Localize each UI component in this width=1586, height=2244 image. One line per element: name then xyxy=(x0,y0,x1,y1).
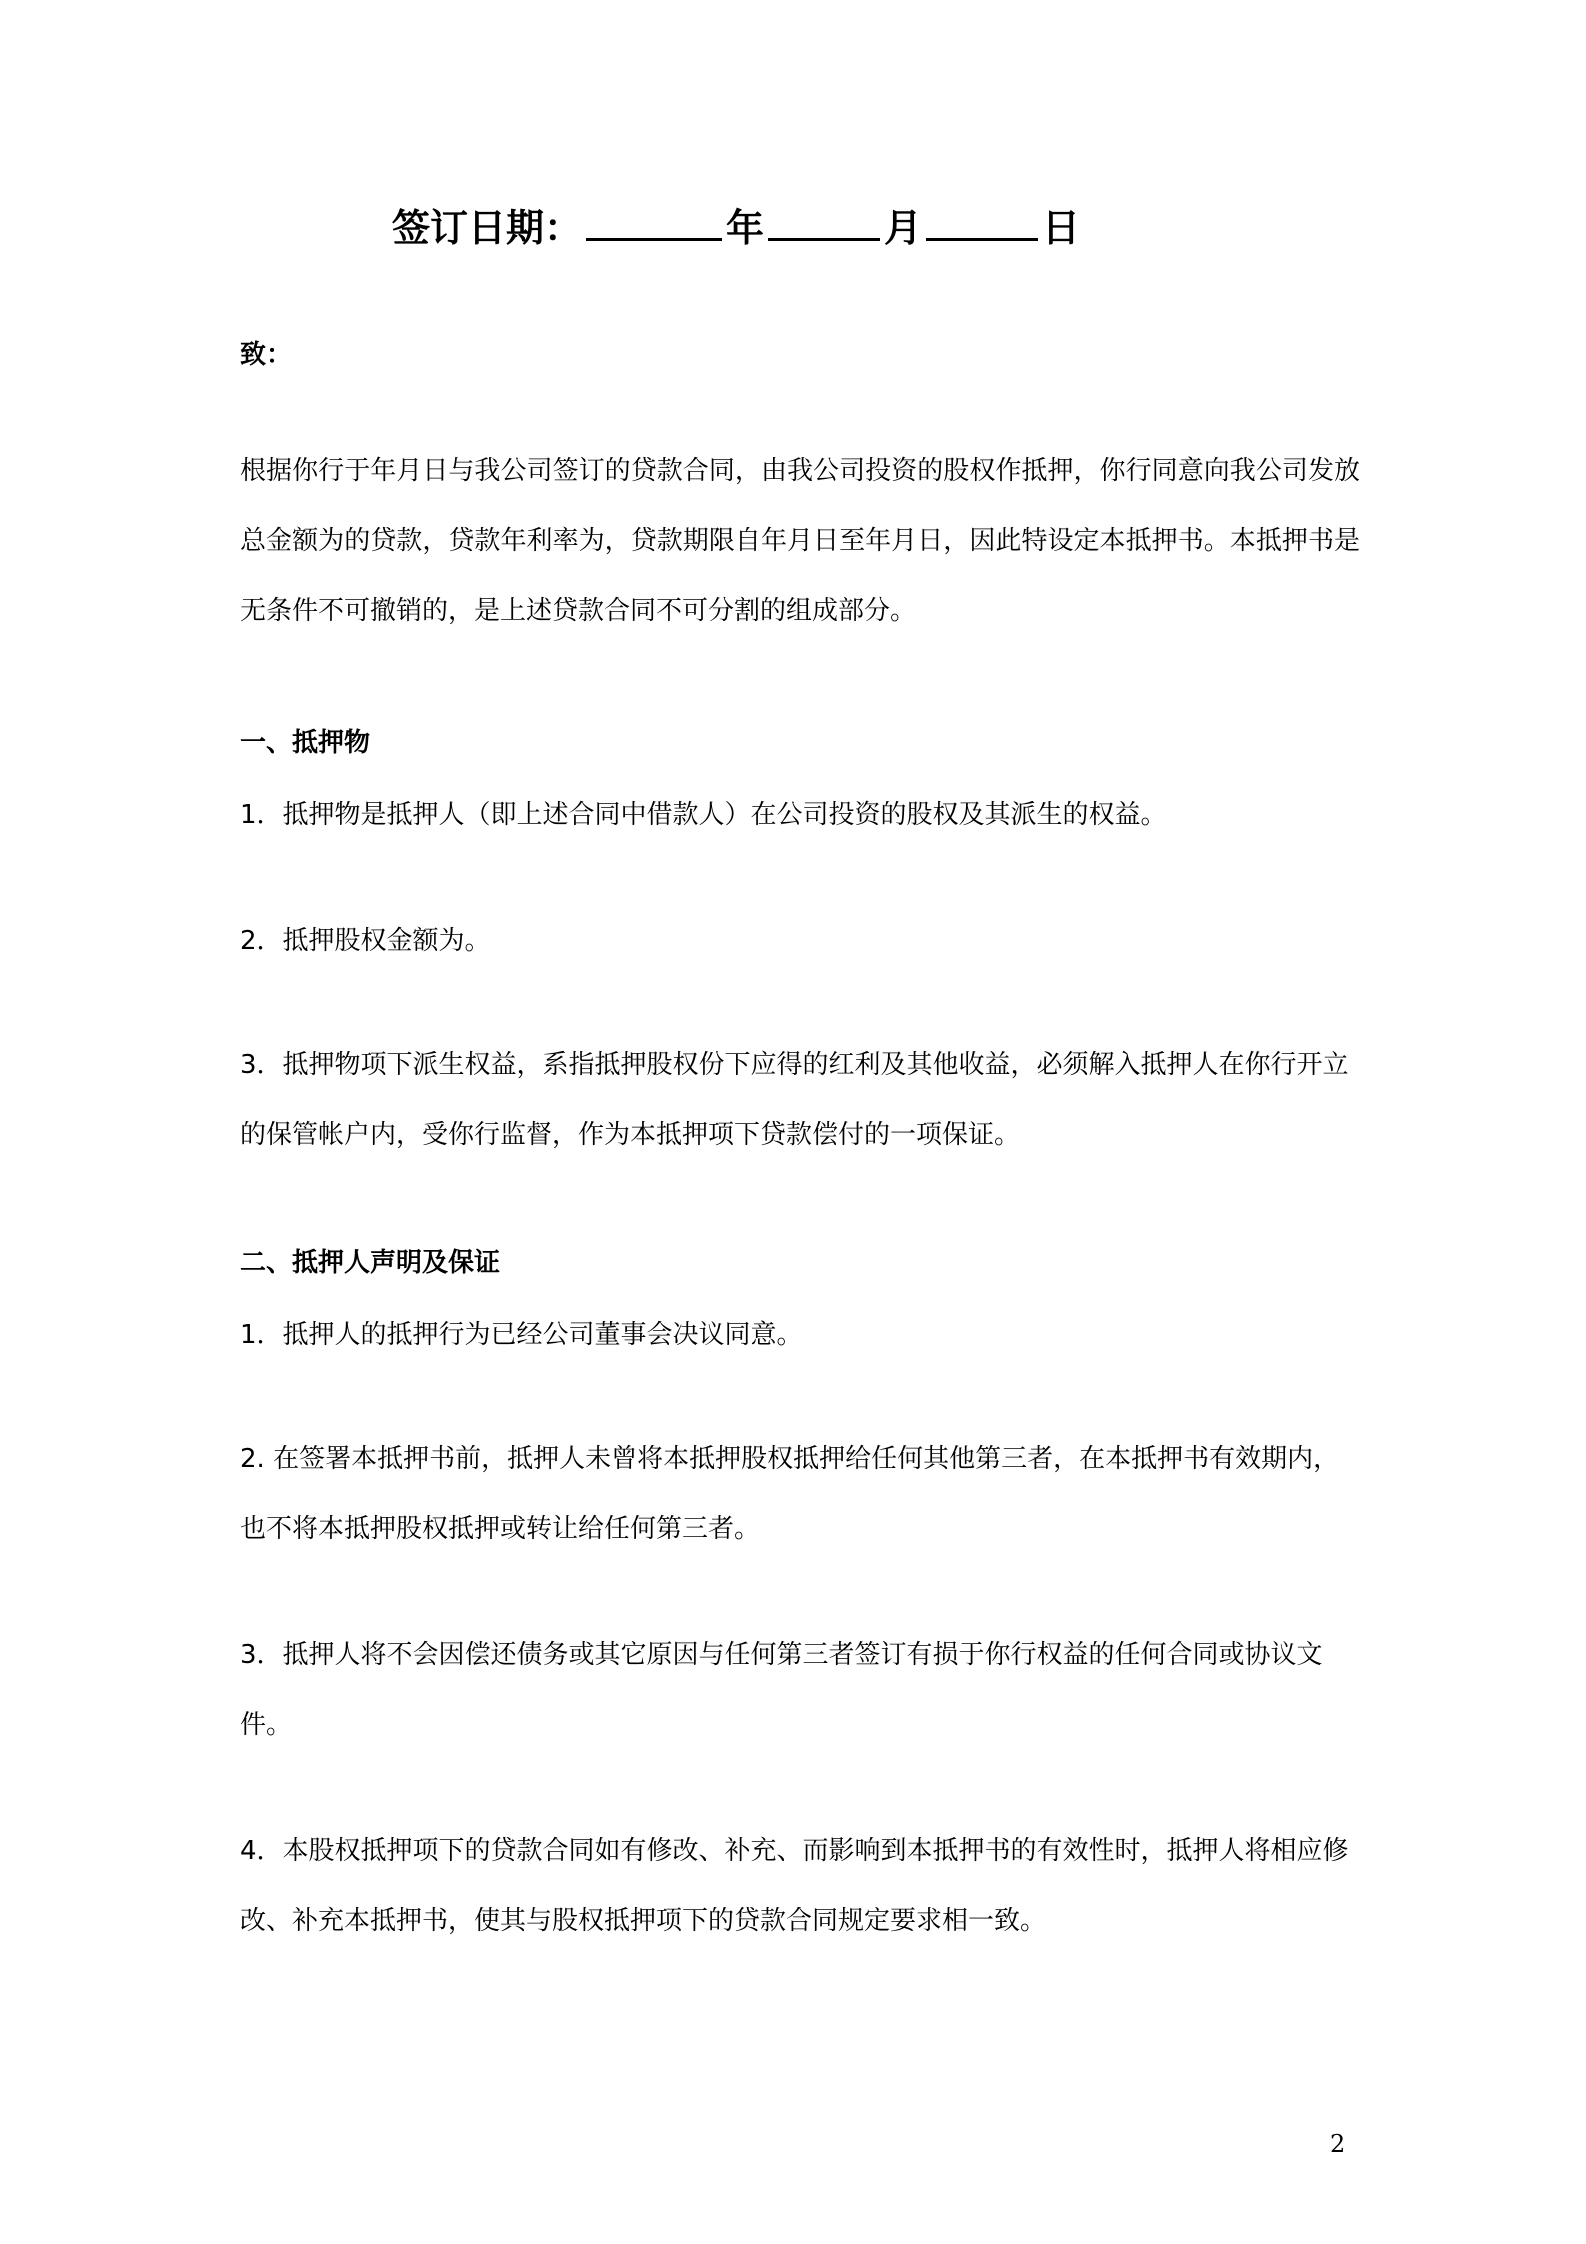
salutation: 致： xyxy=(240,340,293,370)
section-heading-collateral: 一、抵押物 xyxy=(240,728,371,758)
collateral-item-2: 2．抵押股权金额为。 xyxy=(240,926,491,956)
signing-date-label: 签订日期： xyxy=(392,206,583,250)
declaration-item-4: 4．本股权抵押项下的贷款合同如有修改、补充、而影响到本抵押书的有效性时，抵押人将相应修改、补充本抵押书，使其与股权抵押项下的贷款合同规定要求相一致。 xyxy=(240,1836,1349,1936)
declaration-item-2: 2. 在签署本抵押书前，抵押人未曾将本抵押股权抵押给任何其他第三者，在本抵押书有效期内，也不将本抵押股权抵押或转让给任何第三者。 xyxy=(240,1444,1340,1544)
declaration-item-3: 3．抵押人将不会因偿还债务或其它原因与任何第三者签订有损于你行权益的任何合同或协议文件。 xyxy=(240,1640,1323,1740)
day-label: 日 xyxy=(1042,206,1081,250)
section-heading-declarations: 二、抵押人声明及保证 xyxy=(240,1248,501,1278)
intro-paragraph: 根据你行于年月日与我公司签订的贷款合同，由我公司投资的股权作抵押，你行同意向我公司发放总金额为的贷款，贷款年利率为，贷款期限自年月日至年月日，因此特设定本抵押书。本抵押书是无条件不可撤销的，是上述贷款合同不可分割的组成部分。 xyxy=(240,456,1360,626)
day-blank xyxy=(926,200,1038,241)
month-label: 月 xyxy=(884,206,923,250)
page-number: 2 xyxy=(1330,2130,1346,2158)
collateral-item-3: 3．抵押物项下派生权益，系指抵押股权份下应得的红利及其他收益，必须解入抵押人在你行开立的保管帐户内，受你行监督，作为本抵押项下贷款偿付的一项保证。 xyxy=(240,1050,1349,1150)
signing-date-title xyxy=(392,200,1080,253)
year-blank xyxy=(586,200,722,241)
declaration-item-1: 1．抵押人的抵押行为已经公司董事会决议同意。 xyxy=(240,1320,803,1350)
collateral-item-1: 1．抵押物是抵押人（即上述合同中借款人）在公司投资的股权及其派生的权益。 xyxy=(240,800,1167,830)
year-label: 年 xyxy=(726,206,765,250)
month-blank xyxy=(768,200,880,241)
